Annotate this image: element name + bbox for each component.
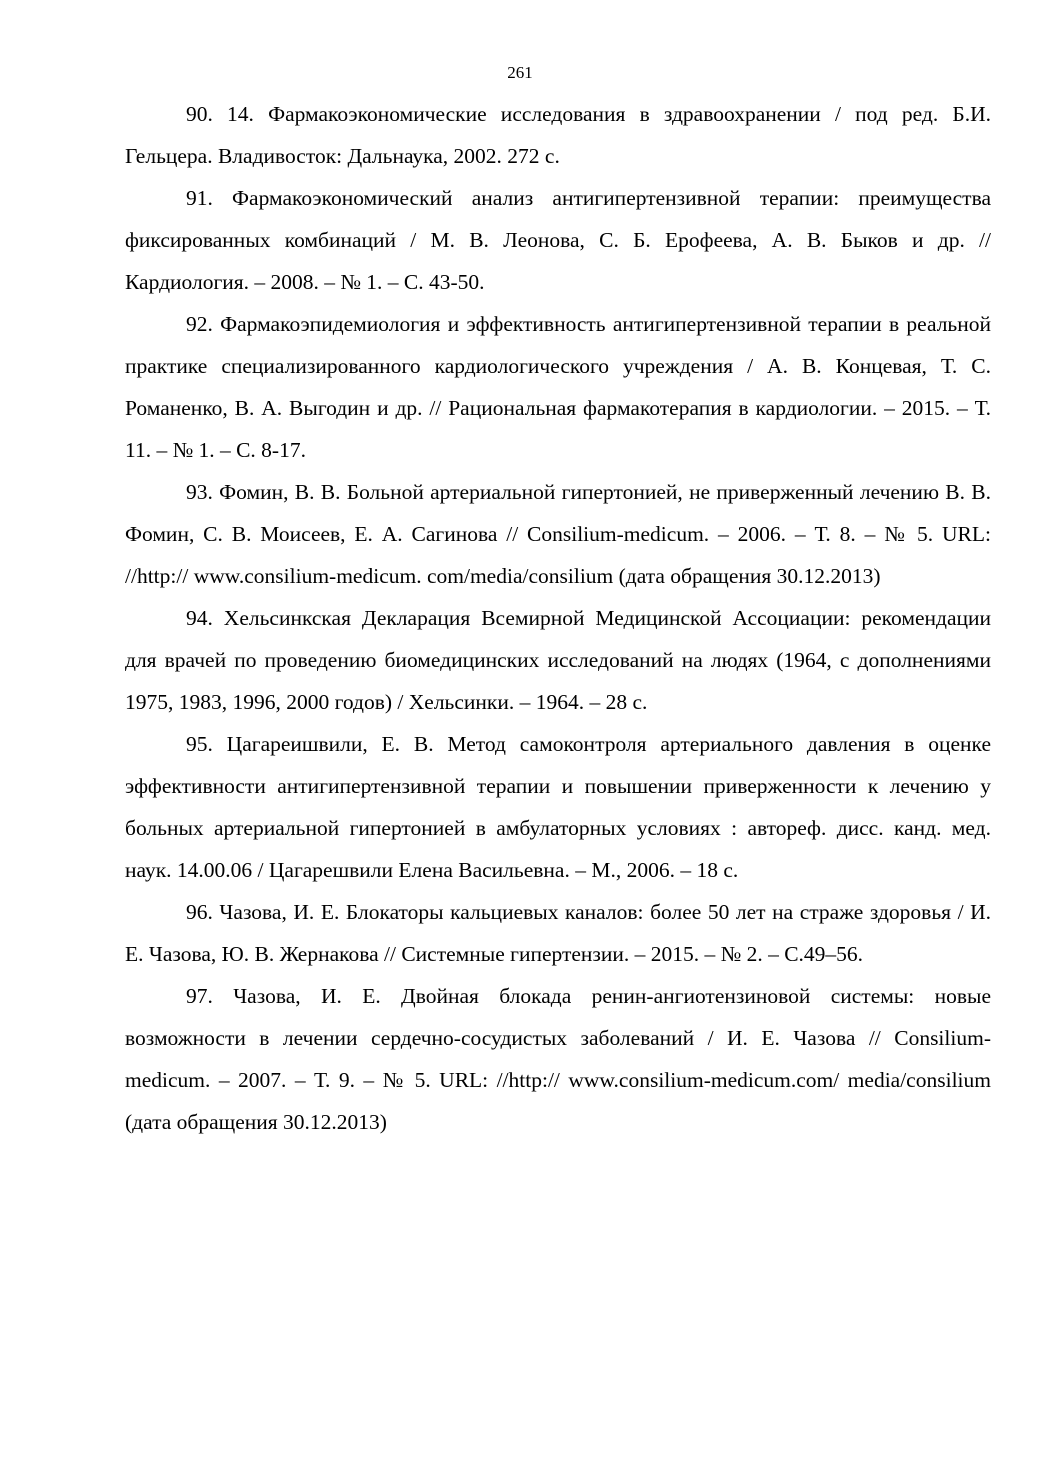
reference-list (125, 93, 991, 1143)
reference-item-96: 96. Чазова, И. Е. Блокаторы кальциевых каналов: более 50 лет на страже здоровья / И. Е. Чазова, Ю. В. Жернакова // Системные гипертензии. – 2015. – № 2. – С.49–56. (125, 900, 991, 966)
reference-item-92: 92. Фармакоэпидемиология и эффективность антигипертензивной терапии в реальной практике специализированного кардиологического учреждения / А. В. Концевая, Т. С. Романенко, В. А. Выгодин и др. // Рациональная фармакотерапия в кардиологии. – 2015. – Т. 11. – № 1. – С. 8-17. (125, 312, 991, 462)
reference-item-90: 90. 14. Фармакоэкономические исследования в здравоохранении / под ред. Б.И. Гельцера. Владивосток: Дальнаука, 2002. 272 с. (125, 102, 991, 168)
reference-item-91: 91. Фармакоэкономический анализ антигипертензивной терапии: преимущества фиксированных комбинаций / М. В. Леонова, С. Б. Ерофеева, А. В. Быков и др. // Кардиология. – 2008. – № 1. – С. 43-50. (125, 186, 991, 294)
reference-item-97: 97. Чазова, И. Е. Двойная блокада ренин-ангиотензиновой системы: новые возможности в лечении сердечно-сосудистых заболеваний / И. Е. Чазова // Consilium-medicum. – 2007. – Т. 9. – № 5. URL: //http:// www.consilium-medicum.com/ media/consilium (дата обращения 30.12.2013) (125, 984, 991, 1134)
page-number: 261 (507, 63, 533, 82)
reference-item-94: 94. Хельсинкская Декларация Всемирной Медицинской Ассоциации: рекомендации для врачей по проведению биомедицинских исследований на людях (1964, с дополнениями 1975, 1983, 1996, 2000 годов) / Хельсинки. – 1964. – 28 с. (125, 606, 991, 714)
reference-item-95: 95. Цагареишвили, Е. В. Метод самоконтроля артериального давления в оценке эффективности антигипертензивной терапии и повышении приверженности к лечению у больных артериальной гипертонией в амбулаторных условиях : автореф. дисс. канд. мед. наук. 14.00.06 / Цагарешвили Елена Васильевна. – М., 2006. – 18 с. (125, 732, 991, 882)
reference-item-93: 93. Фомин, В. В. Больной артериальной гипертонией, не приверженный лечению В. В. Фомин, С. В. Моисеев, Е. А. Сагинова // Consilium-medicum. – 2006. – Т. 8. – № 5. URL: //http:// www.consilium-medicum. com/media/consilium (дата обращения 30.12.2013) (125, 480, 991, 588)
